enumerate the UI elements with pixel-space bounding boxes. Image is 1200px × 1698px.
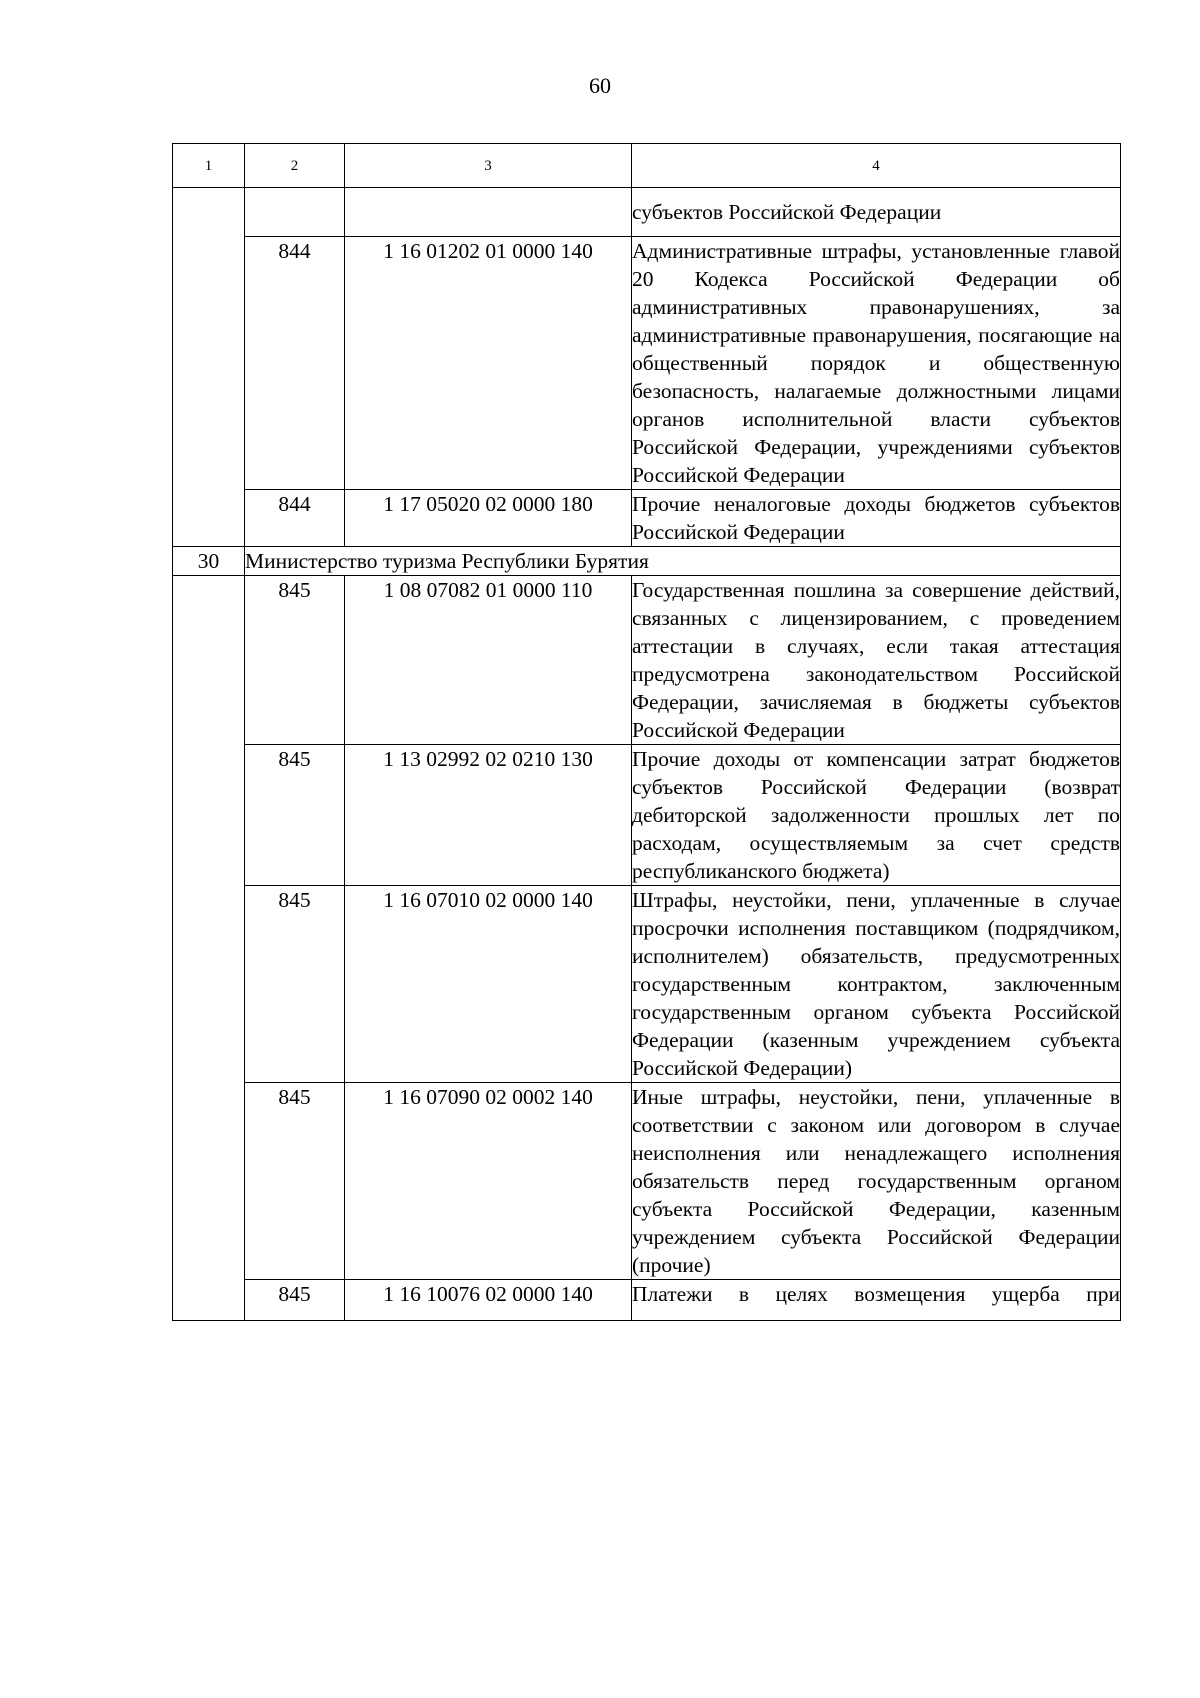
admin-code-cell — [245, 188, 345, 237]
description-cell: Иные штрафы, неустойки, пени, уплаченные в соответствии с законом или договором в случае неисполнения или ненадлежащего исполнения обязательств перед государственным органом субъекта Российской Федерации, казенным учреждением субъекта Российской Федерации (прочие) — [632, 1083, 1121, 1280]
revenue-code-cell: 1 16 10076 02 0000 140 — [345, 1280, 632, 1321]
description-cell: Штрафы, неустойки, пени, уплаченные в случае просрочки исполнения поставщиком (подрядчиком, исполнителем) обязательств, предусмотренных государственным контрактом, заключенным государственным органом субъекта Российской Федерации (казенным учреждением субъекта Российской Федерации) — [632, 886, 1121, 1083]
admin-code-cell: 844 — [245, 490, 345, 547]
description-cell: Государственная пошлина за совершение действий, связанных с лицензированием, с проведением аттестации в случаях, если такая аттестация предусмотрена законодательством Российской Федерации, зачисляемая в бюджеты субъектов Российской Федерации — [632, 576, 1121, 745]
admin-code-cell: 845 — [245, 886, 345, 1083]
table-row — [173, 1280, 1121, 1321]
revenue-code-cell: 1 16 07090 02 0002 140 — [345, 1083, 632, 1280]
header-cell-2: 2 — [245, 144, 345, 188]
admin-code-cell: 845 — [245, 1083, 345, 1280]
admin-code-cell: 845 — [245, 576, 345, 745]
section-number-cell — [173, 576, 245, 1321]
revenue-code-cell: 1 16 07010 02 0000 140 — [345, 886, 632, 1083]
description-cell: Прочие доходы от компенсации затрат бюджетов субъектов Российской Федерации (возврат дебиторской задолженности прошлых лет по расходам, осуществляемым за счет средств республиканского бюджета) — [632, 745, 1121, 886]
description-cell: Административные штрафы, установленные главой 20 Кодекса Российской Федерации об административных правонарушениях, за административные правонарушения, посягающие на общественный порядок и общественную безопасность, налагаемые должностными лицами органов исполнительной власти субъектов Российской Федерации, учреждениями субъектов Российской Федерации — [632, 237, 1121, 490]
section-title: Министерство туризма Республики Бурятия — [245, 547, 1121, 576]
header-cell-1: 1 — [173, 144, 245, 188]
description-cell: субъектов Российской Федерации — [632, 188, 1121, 237]
revenue-code-cell — [345, 188, 632, 237]
revenue-table — [172, 143, 1121, 1321]
admin-code-cell: 844 — [245, 237, 345, 490]
admin-code-cell: 845 — [245, 1280, 345, 1321]
revenue-code-cell: 1 16 01202 01 0000 140 — [345, 237, 632, 490]
section-number-cell — [173, 188, 245, 547]
section-row — [173, 547, 1121, 576]
description-cell: Прочие неналоговые доходы бюджетов субъектов Российской Федерации — [632, 490, 1121, 547]
table-row — [173, 237, 1121, 490]
revenue-code-cell: 1 17 05020 02 0000 180 — [345, 490, 632, 547]
revenue-code-cell: 1 08 07082 01 0000 110 — [345, 576, 632, 745]
table-row — [173, 188, 1121, 237]
revenue-code-cell: 1 13 02992 02 0210 130 — [345, 745, 632, 886]
table-row — [173, 490, 1121, 547]
table-header-row — [173, 144, 1121, 188]
table-row — [173, 576, 1121, 745]
section-number: 30 — [173, 547, 245, 576]
header-cell-4: 4 — [632, 144, 1121, 188]
description-cell: Платежи в целях возмещения ущерба при — [632, 1280, 1121, 1321]
table-row — [173, 886, 1121, 1083]
table-row — [173, 1083, 1121, 1280]
page-number: 60 — [589, 73, 611, 98]
table-row — [173, 745, 1121, 886]
header-cell-3: 3 — [345, 144, 632, 188]
admin-code-cell: 845 — [245, 745, 345, 886]
